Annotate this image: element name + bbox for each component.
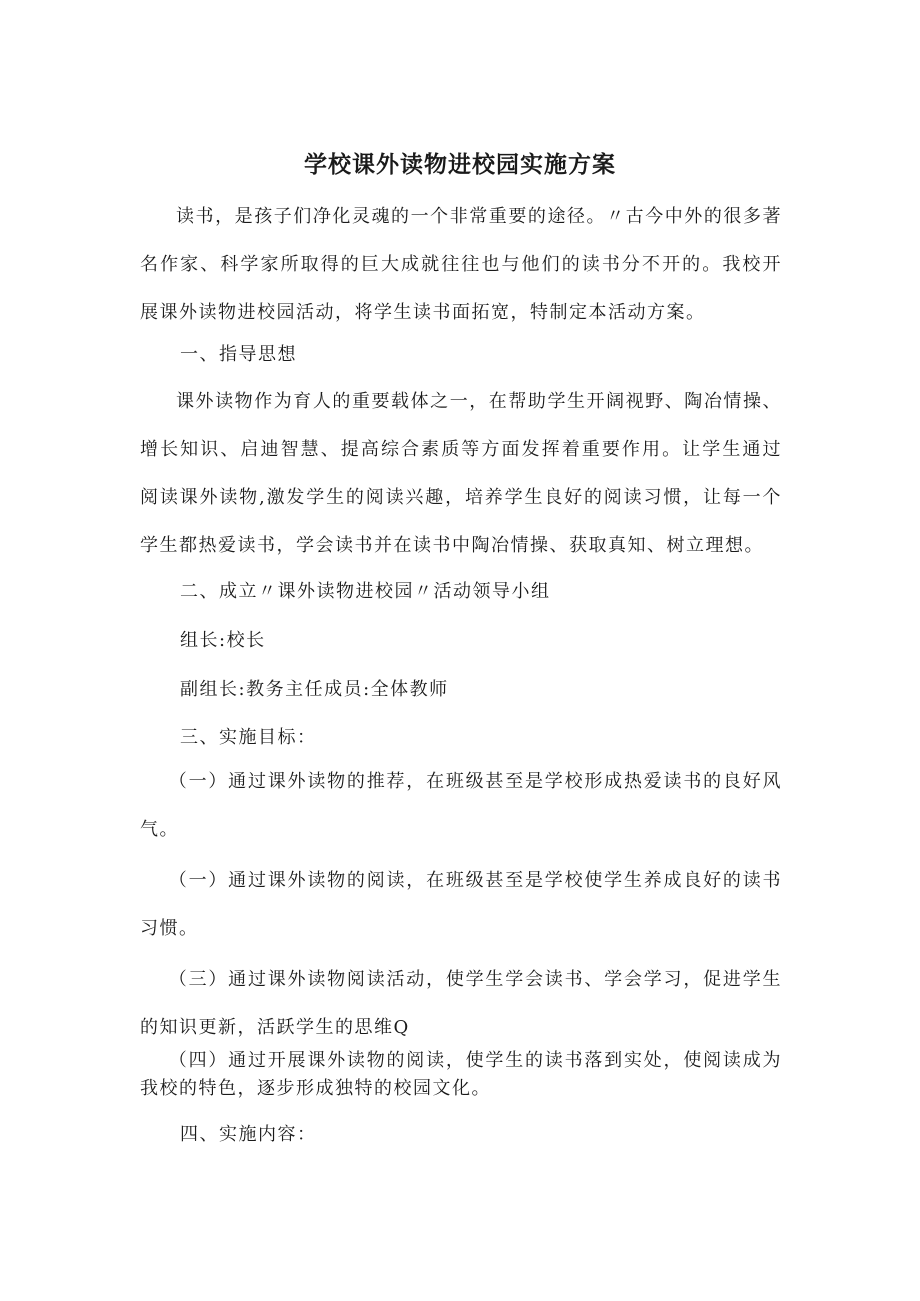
- section-heading-guiding-thought: 一、指导思想: [180, 344, 297, 365]
- guiding-thought-paragraph: 课外读物作为育人的重要载体之一，在帮助学生开阔视野、陶冶情操、增长知识、启迪智慧、提高综合素质等方面发挥着重要作用。让学生通过阅读课外读物,激发学生的阅读兴趣，培养学生良好的阅读习惯，让每一个学生都热爱读书，学会读书并在读书中陶冶情操、获取真知、树立理想。: [140, 391, 782, 556]
- goal-item: （一）通过课外读物的阅读，在班级甚至是学校使学生养成良好的读书习惯。: [140, 870, 782, 939]
- goal-item: （三）通过课外读物阅读活动，使学生学会读书、学会学习，促进学生的知识更新，活跃学生的思维Q: [140, 969, 782, 1038]
- intro-paragraph: 读书，是孩子们净化灵魂的一个非常重要的途径。〃古今中外的很多著名作家、科学家所取得的巨大成就往往也与他们的读书分不开的。我校开展课外读物进校园活动，将学生读书面拓宽，特制定本活动方案。: [140, 206, 782, 323]
- goal-item: （一）通过课外读物的推荐，在班级甚至是学校形成热爱读书的良好风气。: [140, 771, 782, 840]
- goal-item: （四）通过开展课外读物的阅读，使学生的读书落到实处，使阅读成为我校的特色，逐步形成独特的校园文化。: [140, 1050, 782, 1099]
- section-heading-goals: 三、实施目标：: [180, 727, 317, 748]
- section-heading-content: 四、实施内容：: [180, 1124, 317, 1145]
- document-title: 学校课外读物进校园实施方案: [304, 152, 616, 178]
- group-leader-line: 组长:校长: [180, 630, 266, 651]
- deputy-leader-line: 副组长:教务主任成员:全体教师: [180, 679, 449, 700]
- section-heading-leadership-group: 二、成立〃课外读物进校园〃活动领导小组: [180, 581, 551, 602]
